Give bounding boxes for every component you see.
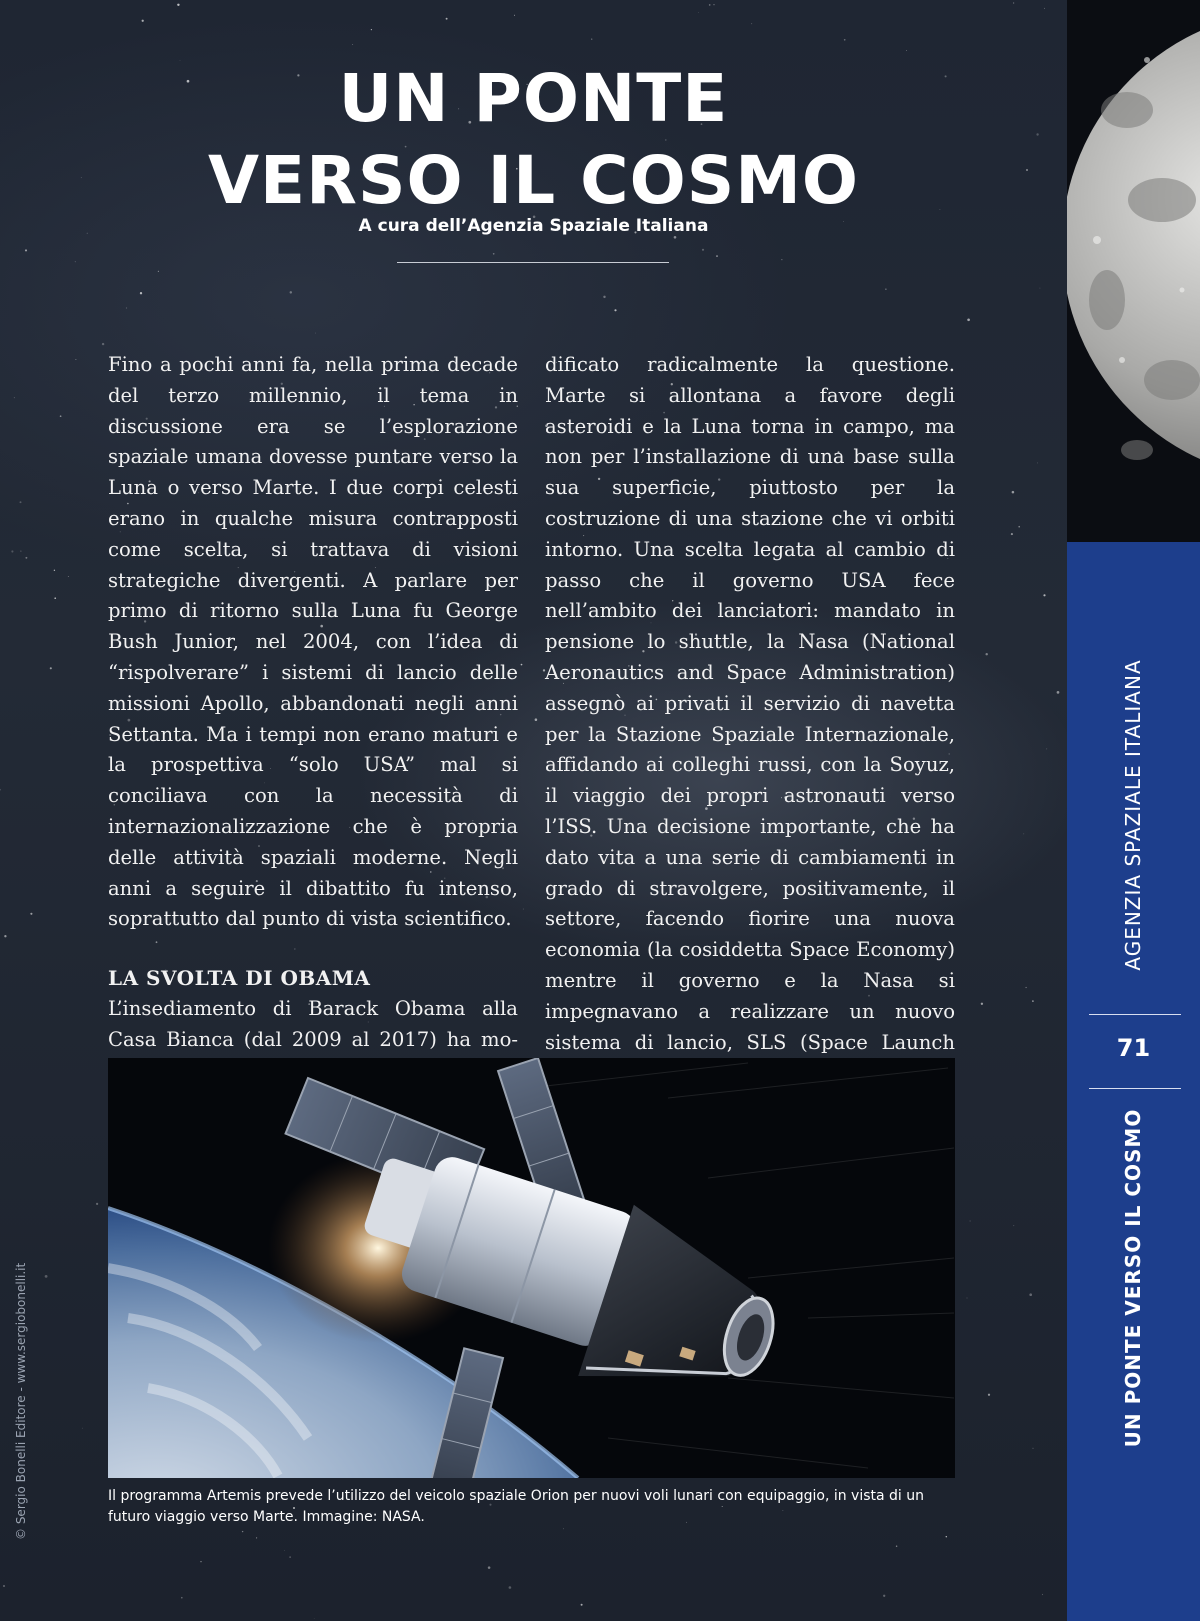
title-divider bbox=[397, 262, 669, 263]
copyright-text: © Sergio Bonelli Editore - www.sergiobonelli.it bbox=[14, 1262, 28, 1540]
sidebar-divider-bottom bbox=[1089, 1088, 1181, 1089]
article-subtitle: A cura dell’Agenzia Spaziale Italiana bbox=[358, 216, 709, 236]
continued-paragraph: dificato radicalmente la questione. Marte si allontana a favore degli asteroidi e la Luna torna in campo, ma non per l’installazione di una base sulla sua superficie, piuttosto per la costruzione di una stazione che vi orbiti intorno. Una scelta legata al cambio di passo che il governo USA fece nell’ambito dei lanciatori: mandato in pensione lo shuttle, la Nasa (National Aeronautics and Space Administration) assegnò ai privati il servizio di navetta per la Stazione Spaziale Internazionale, affidando ai colleghi russi, con la Soyuz, il viaggio dei propri astronauti verso l’ISS. Una decisione importante, che ha dato vita a una serie di cambiamenti in grado di stravolgere, positivamente, il settore, facendo fiorire una nuova economia (la cosiddetta Space Economy) mentre il governo e la Nasa si impegnavano a realizzare un nuovo sistema di lancio, SLS (Space Launch bbox=[545, 353, 955, 1054]
article-title-line2: VERSO IL COSMO bbox=[207, 142, 860, 219]
text-column-left bbox=[108, 350, 518, 1056]
intro-paragraph: Fino a pochi anni fa, nella prima decade del terzo millennio, il tema in discussione era se l’esplorazione spaziale umana dovesse puntare verso la Luna o verso Marte. I due corpi celesti erano in qualche misura contrapposti come scelta, si trattava di visioni strategiche divergenti. A parlare per primo di ritorno sulla Luna fu George Bush Junior, nel 2004, con l’idea di “rispolverare” i sistemi di lancio delle missioni Apollo, abbandonati negli anni Settanta. Ma i tempi non erano maturi e la prospettiva “solo USA” mal si conciliava con la necessità di internazionalizzazione che è propria delle attività spaziali moderne. Negli anni a seguire il dibattito fu intenso, soprattutto dal punto di vista scientifico. bbox=[108, 353, 518, 931]
page-sidebar bbox=[1067, 0, 1200, 1621]
text-column-right bbox=[545, 350, 955, 1058]
section-heading: LA SVOLTA DI OBAMA bbox=[108, 966, 371, 991]
page-number: 71 bbox=[1116, 1034, 1151, 1062]
article-title-line1: UN PONTE bbox=[338, 60, 729, 137]
orion-spacecraft-photo bbox=[108, 1058, 955, 1478]
photo-caption: Il programma Artemis prevede l’utilizzo del veicolo spaziale Orion per nuovi voli lunari con equipaggio, in vista di un futuro viaggio verso Marte. Immagine: NASA. bbox=[108, 1488, 925, 1525]
moon-image bbox=[1067, 0, 1200, 542]
sidebar-divider-top bbox=[1089, 1014, 1181, 1015]
running-title-text: UN PONTE VERSO IL COSMO bbox=[1121, 1108, 1145, 1448]
section-paragraph: L’insediamento di Barack Obama alla Casa Bianca (dal 2009 al 2017) ha mo- bbox=[108, 996, 518, 1051]
section-label-text: AGENZIA SPAZIALE ITALIANA bbox=[1121, 659, 1145, 971]
